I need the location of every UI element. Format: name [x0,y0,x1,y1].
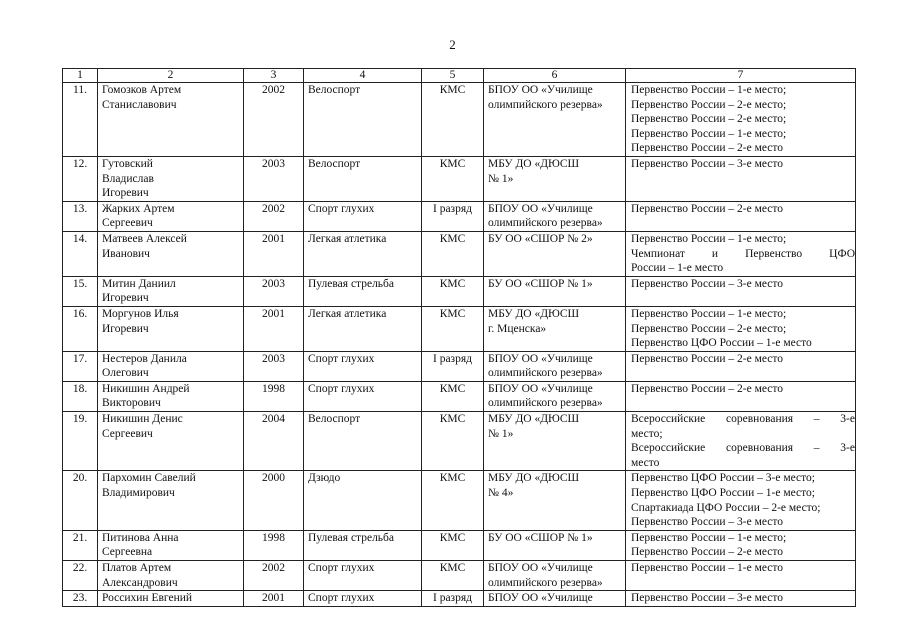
org-line: олимпийского резерва» [488,98,603,111]
org-line: олимпийского резерва» [488,217,603,230]
result-line: Первенство России – 1-е место; [631,84,787,96]
result-line: Первенство России – 2-е место; [631,98,787,111]
org-line: МБУ ДО «ДЮСШ [488,307,580,320]
results [626,306,856,351]
org-line: олимпийского резерва» [488,367,603,380]
result-line: Первенство России – 3-е место [631,592,784,605]
athlete-name [98,591,244,607]
row-number: 19. [63,412,98,471]
organization [484,306,626,351]
birth-year: 2002 [244,201,304,231]
athlete-name [98,306,244,351]
result-line: Чемпионат и Первенство ЦФО [631,247,855,260]
birth-year: 2001 [244,231,304,276]
results [626,83,856,157]
organization [484,561,626,591]
organization [484,201,626,231]
name-line: Игоревич [102,322,149,335]
org-line: № 1» [488,172,514,185]
organization [484,276,626,306]
org-line: БПОУ ОО «Училище [488,562,593,574]
table-row [63,561,856,591]
column-header: 1 [63,69,98,83]
name-line: Нестеров Данила [102,352,187,365]
row-number: 20. [63,471,98,530]
organization [484,351,626,381]
result-line: Первенство ЦФО России – 1-е место [631,337,812,350]
birth-year: 1998 [244,530,304,560]
rank: КМС [422,156,484,201]
column-header: 2 [98,69,244,83]
name-line: Никишин Денис [102,413,183,426]
result-line: Первенство России – 3-е место [631,277,784,290]
rank: КМС [422,412,484,471]
athlete-name [98,471,244,530]
org-line: г. Мценска» [488,322,547,335]
sport: Легкая атлетика [304,231,422,276]
rank: КМС [422,530,484,560]
result-line: Первенство России – 3-е место [631,157,784,170]
organization [484,530,626,560]
name-line: Жарких Артем [102,202,175,215]
sport: Спорт глухих [304,591,422,607]
name-line: Владимирович [102,487,175,500]
result-line: Спартакиада ЦФО России – 2-е место; [631,501,821,514]
name-line: Россихин Евгений [102,592,193,605]
athlete-name [98,201,244,231]
organization [484,381,626,411]
birth-year: 2004 [244,412,304,471]
result-line: Первенство России – 2-е место [631,352,784,365]
organization [484,471,626,530]
name-line: Моргунов Илья [102,307,179,320]
table-row [63,276,856,306]
org-line: БПОУ ОО «Училище [488,352,593,365]
org-line: № 1» [488,427,514,440]
rank: КМС [422,276,484,306]
row-number: 22. [63,561,98,591]
org-line: олимпийского резерва» [488,576,603,589]
org-line: МБУ ДО «ДЮСШ [488,413,580,426]
rank: I разряд [422,351,484,381]
name-line: Станиславович [102,98,177,111]
row-number: 12. [63,156,98,201]
table-row [63,201,856,231]
org-line: МБУ ДО «ДЮСШ [488,157,580,170]
column-header: 7 [626,69,856,83]
birth-year: 2002 [244,561,304,591]
result-line: Первенство России – 1-е место; [631,531,787,544]
sport: Спорт глухих [304,201,422,231]
row-number: 13. [63,201,98,231]
table-row [63,471,856,530]
table-row [63,156,856,201]
result-line: Первенство России – 1-е место [631,562,784,574]
row-number: 17. [63,351,98,381]
sport: Велоспорт [304,156,422,201]
column-header: 6 [484,69,626,83]
rank: КМС [422,561,484,591]
birth-year: 2000 [244,471,304,530]
results [626,591,856,607]
table-row [63,530,856,560]
result-line: Первенство России – 1-е место; [631,232,787,245]
column-number-row [63,69,856,83]
athlete-name [98,381,244,411]
result-line: Первенство России – 2-е место; [631,322,787,335]
name-line: Игоревич [102,292,149,305]
column-header: 4 [304,69,422,83]
result-line: Первенство России – 2-е место [631,382,784,395]
row-number: 18. [63,381,98,411]
result-line: место; [631,427,663,440]
rank: КМС [422,231,484,276]
org-line: олимпийского резерва» [488,397,603,410]
table-row [63,351,856,381]
result-line: Первенство России – 3-е место [631,516,784,529]
athlete-name [98,83,244,157]
org-line: БПОУ ОО «Училище [488,382,593,395]
organization [484,591,626,607]
rank: КМС [422,83,484,157]
row-number: 11. [63,83,98,157]
name-line: Платов Артем [102,562,172,574]
organization [484,156,626,201]
sport: Пулевая стрельба [304,276,422,306]
page-number: 2 [449,37,456,52]
sport: Дзюдо [304,471,422,530]
row-number: 14. [63,231,98,276]
result-line: Всероссийские соревнования – 3-е [631,413,855,426]
sport: Спорт глухих [304,351,422,381]
name-line: Сергеевич [102,427,153,440]
athlete-name [98,156,244,201]
result-line: Первенство России – 2-е место; [631,113,787,126]
name-line: Сергеевна [102,546,153,559]
birth-year: 2003 [244,276,304,306]
result-line: Первенство России – 2-е место [631,202,784,215]
result-line: Первенство ЦФО России – 3-е место; [631,472,815,485]
name-line: Олегович [102,367,149,380]
name-line: Гомозков Артем [102,84,182,96]
organization [484,83,626,157]
birth-year: 1998 [244,381,304,411]
name-line: Игоревич [102,187,149,200]
athlete-name [98,351,244,381]
results [626,351,856,381]
table-row [63,83,856,157]
org-line: МБУ ДО «ДЮСШ [488,472,580,485]
table-row [63,231,856,276]
birth-year: 2003 [244,351,304,381]
result-line: Первенство России – 2-е место [631,142,784,155]
athlete-name [98,231,244,276]
name-line: Матвеев Алексей [102,232,187,245]
results [626,201,856,231]
result-line: Первенство ЦФО России – 1-е место; [631,487,815,500]
table-row [63,591,856,607]
org-line: БУ ОО «СШОР № 1» [488,531,593,544]
name-line: Владислав [102,172,154,185]
results [626,156,856,201]
results [626,276,856,306]
result-line: Всероссийские соревнования – 3-е [631,442,855,455]
result-line: Первенство России – 1-е место; [631,127,787,140]
name-line: Пархомин Савелий [102,472,196,485]
results [626,231,856,276]
results [626,471,856,530]
organization [484,231,626,276]
result-line: Первенство России – 1-е место; [631,307,787,320]
table-body [63,83,856,607]
name-line: Александрович [102,576,178,589]
name-line: Никишин Андрей [102,382,190,395]
results [626,381,856,411]
name-line: Сергеевич [102,217,153,230]
sport: Спорт глухих [304,561,422,591]
name-line: Иванович [102,247,150,260]
birth-year: 2002 [244,83,304,157]
rank: КМС [422,381,484,411]
birth-year: 2003 [244,156,304,201]
sport: Легкая атлетика [304,306,422,351]
rank: КМС [422,306,484,351]
results [626,530,856,560]
birth-year: 2001 [244,306,304,351]
org-line: БПОУ ОО «Училище [488,84,593,96]
birth-year: 2001 [244,591,304,607]
results [626,412,856,471]
name-line: Питинова Анна [102,531,179,544]
row-number: 21. [63,530,98,560]
organization [484,412,626,471]
org-line: БПОУ ОО «Училище [488,592,593,605]
row-number: 15. [63,276,98,306]
athlete-name [98,530,244,560]
result-line: место [631,456,660,469]
sport: Пулевая стрельба [304,530,422,560]
org-line: БУ ОО «СШОР № 2» [488,232,593,245]
sport: Велоспорт [304,83,422,157]
name-line: Митин Даниил [102,277,176,290]
athletes-table [62,68,856,607]
sport: Велоспорт [304,412,422,471]
athlete-name [98,412,244,471]
table-row [63,381,856,411]
row-number: 16. [63,306,98,351]
org-line: БУ ОО «СШОР № 1» [488,277,593,290]
rank: КМС [422,471,484,530]
result-line: Первенство России – 2-е место [631,546,784,559]
rank: I разряд [422,591,484,607]
table-row [63,412,856,471]
column-header: 3 [244,69,304,83]
sport: Спорт глухих [304,381,422,411]
name-line: Гутовский [102,157,153,170]
result-line: России – 1-е место [631,262,724,275]
org-line: № 4» [488,487,514,500]
athlete-name [98,276,244,306]
table-header [63,69,856,83]
table-row [63,306,856,351]
row-number: 23. [63,591,98,607]
org-line: БПОУ ОО «Училище [488,202,593,215]
column-header: 5 [422,69,484,83]
rank: I разряд [422,201,484,231]
name-line: Викторович [102,397,161,410]
results [626,561,856,591]
athlete-name [98,561,244,591]
